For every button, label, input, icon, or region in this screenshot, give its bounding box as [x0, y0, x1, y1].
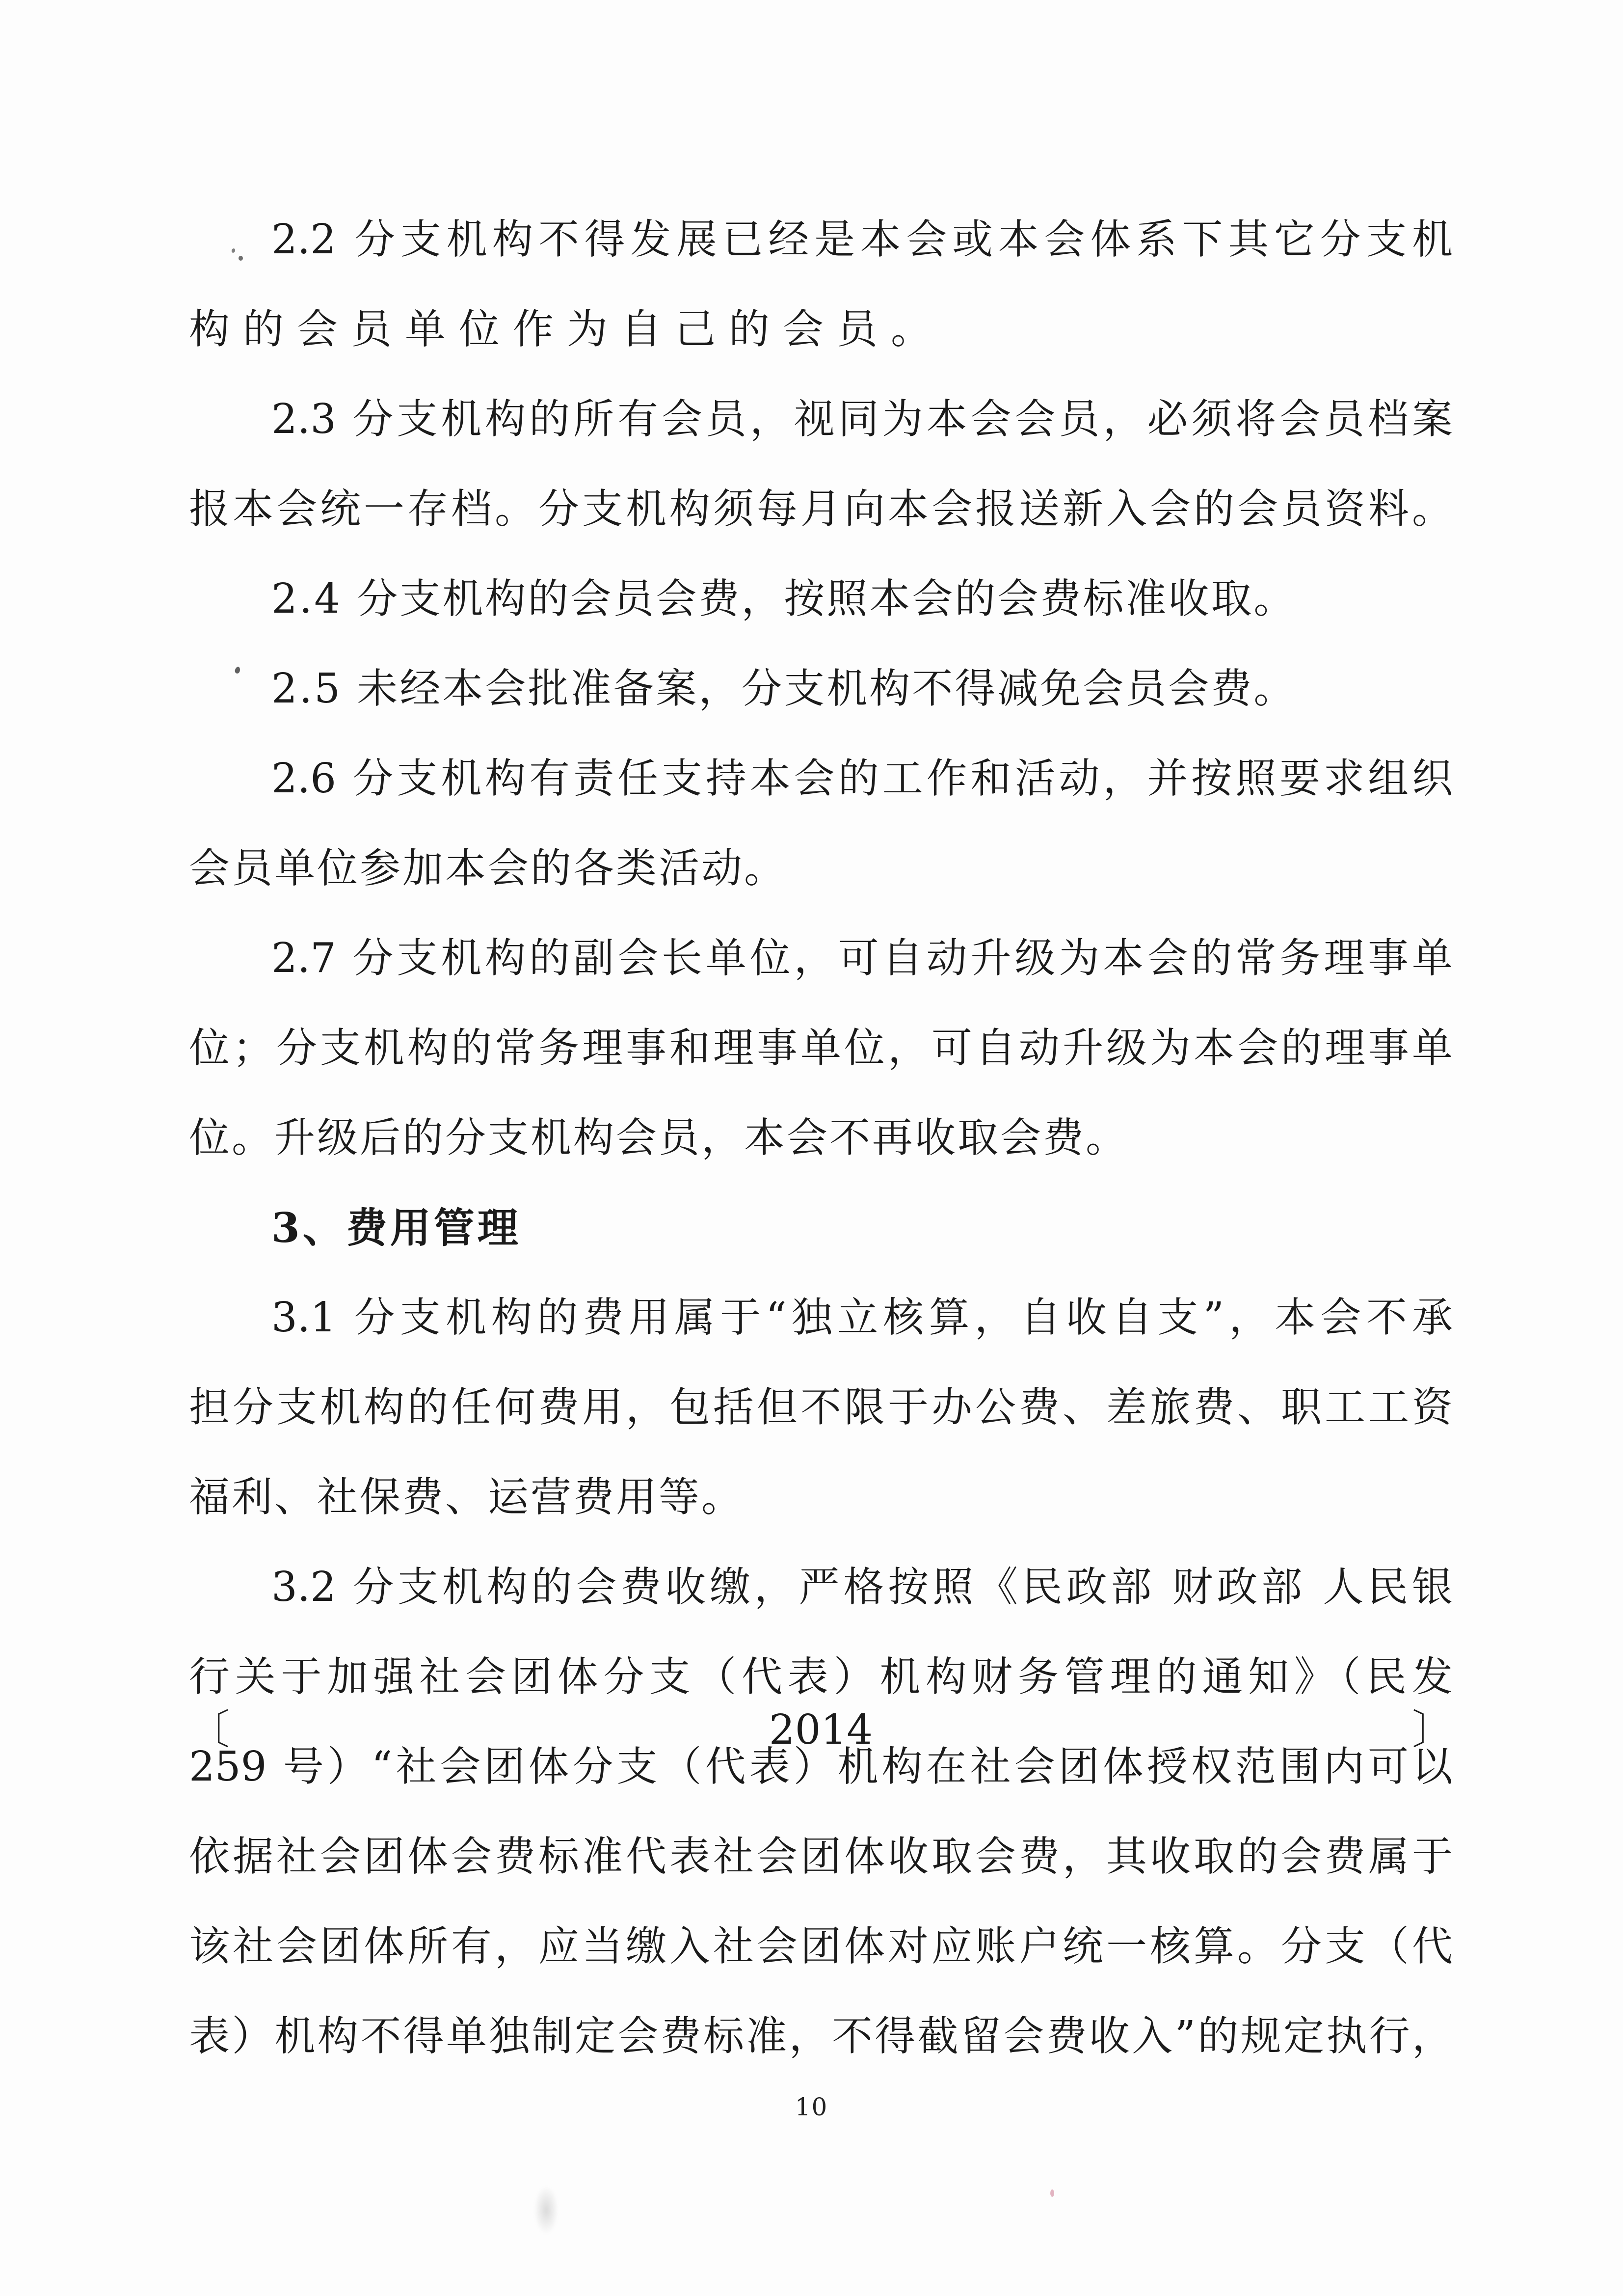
page-number: 10 [795, 2093, 828, 2121]
text-line: 3.2 分支机构的会费收缴，严格按照《民政部 财政部 人民银 [271, 1563, 1453, 1611]
text-line: 2.3 分支机构的所有会员，视同为本会会员，必须将会员档案 [271, 395, 1453, 443]
text-line: 构的会员单位作为自己的会员。 [189, 305, 945, 353]
text-line: 2.2 分支机构不得发展已经是本会或本会体系下其它分支机 [271, 216, 1453, 263]
text-line: 位。升级后的分支机构会员，本会不再收取会费。 [189, 1114, 1128, 1162]
text-line: 福利、社保费、运营费用等。 [189, 1473, 744, 1521]
text-line: 报本会统一存档。分支机构须每月向本会报送新入会的会员资料。 [189, 485, 1453, 533]
text-line: 位；分支机构的常务理事和理事单位，可自动升级为本会的理事单 [189, 1024, 1453, 1072]
text-line: 依据社会团体会费标准代表社会团体收取会费，其收取的会费属于 [189, 1833, 1453, 1880]
text-line: 行关于加强社会团体分支（代表）机构财务管理的通知》（民发〔2014〕 [189, 1653, 1453, 1754]
text-line: 2.5 未经本会批准备案，分支机构不得减免会员会费。 [271, 665, 1297, 712]
text-line: 担分支机构的任何费用，包括但不限于办公费、差旅费、职工工资 [189, 1383, 1453, 1431]
text-line: 2.7 分支机构的副会长单位，可自动升级为本会的常务理事单 [271, 934, 1453, 982]
text-line: 259 号）“社会团体分支（代表）机构在社会团体授权范围内可以 [189, 1743, 1453, 1790]
section-heading: 3、费用管理 [271, 1204, 521, 1252]
text-line: 该社会团体所有，应当缴入社会团体对应账户统一核算。分支（代 [189, 1922, 1453, 1970]
text-line: 表）机构不得单独制定会费标准，不得截留会费收入”的规定执行， [189, 2012, 1453, 2060]
text-line: 3.1 分支机构的费用属于“独立核算，自收自支”，本会不承 [271, 1294, 1453, 1341]
text-line: 2.4 分支机构的会员会费，按照本会的会费标准收取。 [271, 575, 1297, 622]
text-line: 2.6 分支机构有责任支持本会的工作和活动，并按照要求组织 [271, 755, 1453, 802]
text-line: 会员单位参加本会的各类活动。 [189, 844, 787, 892]
